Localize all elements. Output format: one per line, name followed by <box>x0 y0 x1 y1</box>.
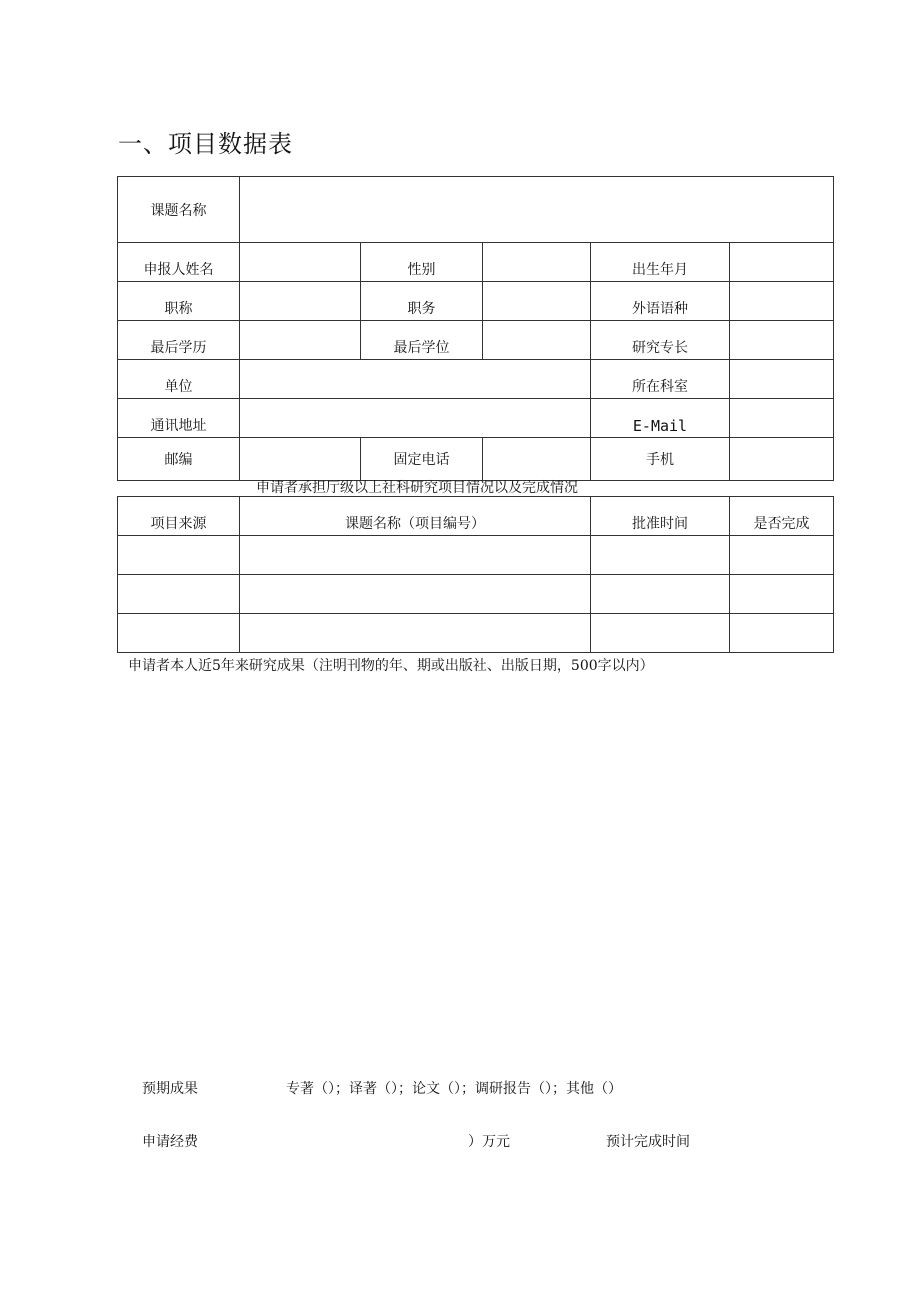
mobile-field[interactable] <box>730 438 834 481</box>
last-education-label: 最后学历 <box>118 321 240 360</box>
table-cell[interactable] <box>240 536 591 575</box>
research-specialty-field[interactable] <box>730 321 834 360</box>
address-field[interactable] <box>240 399 591 438</box>
mobile-label: 手机 <box>591 438 730 481</box>
table-cell[interactable] <box>118 575 240 614</box>
gender-label: 性别 <box>361 243 483 282</box>
table-cell[interactable] <box>118 614 240 653</box>
table-row <box>118 614 834 653</box>
projects-table <box>117 496 834 653</box>
achievements-note: 申请者本人近5年来研究成果（注明刊物的年、期或出版社、出版日期，500字以内） <box>128 658 654 674</box>
table-cell[interactable] <box>730 614 834 653</box>
title-label: 职称 <box>118 282 240 321</box>
expected-results-label: 预期成果 <box>142 1081 198 1097</box>
last-education-field[interactable] <box>240 321 361 360</box>
header-project-source: 项目来源 <box>118 497 240 536</box>
birth-date-label: 出生年月 <box>591 243 730 282</box>
email-field[interactable] <box>730 399 834 438</box>
address-label: 通讯地址 <box>118 399 240 438</box>
foreign-language-label: 外语语种 <box>591 282 730 321</box>
expected-results-options: 专著（）；译著（）；论文（）；调研报告（）；其他（） <box>286 1081 622 1097</box>
department-label: 所在科室 <box>591 360 730 399</box>
landline-label: 固定电话 <box>361 438 483 481</box>
table-row <box>118 536 834 575</box>
table-cell[interactable] <box>730 575 834 614</box>
postcode-field[interactable] <box>240 438 361 481</box>
email-label: E-Mail <box>591 399 730 438</box>
projects-caption: 申请者承担厅级以上社科研究项目情况以及完成情况 <box>256 480 578 496</box>
gender-field[interactable] <box>483 243 591 282</box>
applicant-name-field[interactable] <box>240 243 361 282</box>
department-field[interactable] <box>730 360 834 399</box>
title-field[interactable] <box>240 282 361 321</box>
last-degree-field[interactable] <box>483 321 591 360</box>
header-completed: 是否完成 <box>730 497 834 536</box>
table-cell[interactable] <box>240 575 591 614</box>
unit-label: 单位 <box>118 360 240 399</box>
header-approval-time: 批准时间 <box>591 497 730 536</box>
table-cell[interactable] <box>730 536 834 575</box>
research-specialty-label: 研究专长 <box>591 321 730 360</box>
table-cell[interactable] <box>591 575 730 614</box>
topic-name-label: 课题名称 <box>118 177 240 243</box>
section-title: 一、项目数据表 <box>118 130 293 158</box>
unit-field[interactable] <box>240 360 591 399</box>
table-cell[interactable] <box>118 536 240 575</box>
applicant-name-label: 申报人姓名 <box>118 243 240 282</box>
project-data-table <box>117 176 834 481</box>
funding-label: 申请经费 <box>142 1134 198 1150</box>
foreign-language-field[interactable] <box>730 282 834 321</box>
last-degree-label: 最后学位 <box>361 321 483 360</box>
table-cell[interactable] <box>591 614 730 653</box>
postcode-label: 邮编 <box>118 438 240 481</box>
completion-time-label: 预计完成时间 <box>606 1134 690 1150</box>
birth-date-field[interactable] <box>730 243 834 282</box>
position-label: 职务 <box>361 282 483 321</box>
table-row <box>118 575 834 614</box>
table-cell[interactable] <box>240 614 591 653</box>
table-cell[interactable] <box>591 536 730 575</box>
landline-field[interactable] <box>483 438 591 481</box>
topic-name-field[interactable] <box>240 177 834 243</box>
header-topic-name: 课题名称（项目编号） <box>240 497 591 536</box>
position-field[interactable] <box>483 282 591 321</box>
funding-unit: ）万元 <box>468 1134 510 1150</box>
